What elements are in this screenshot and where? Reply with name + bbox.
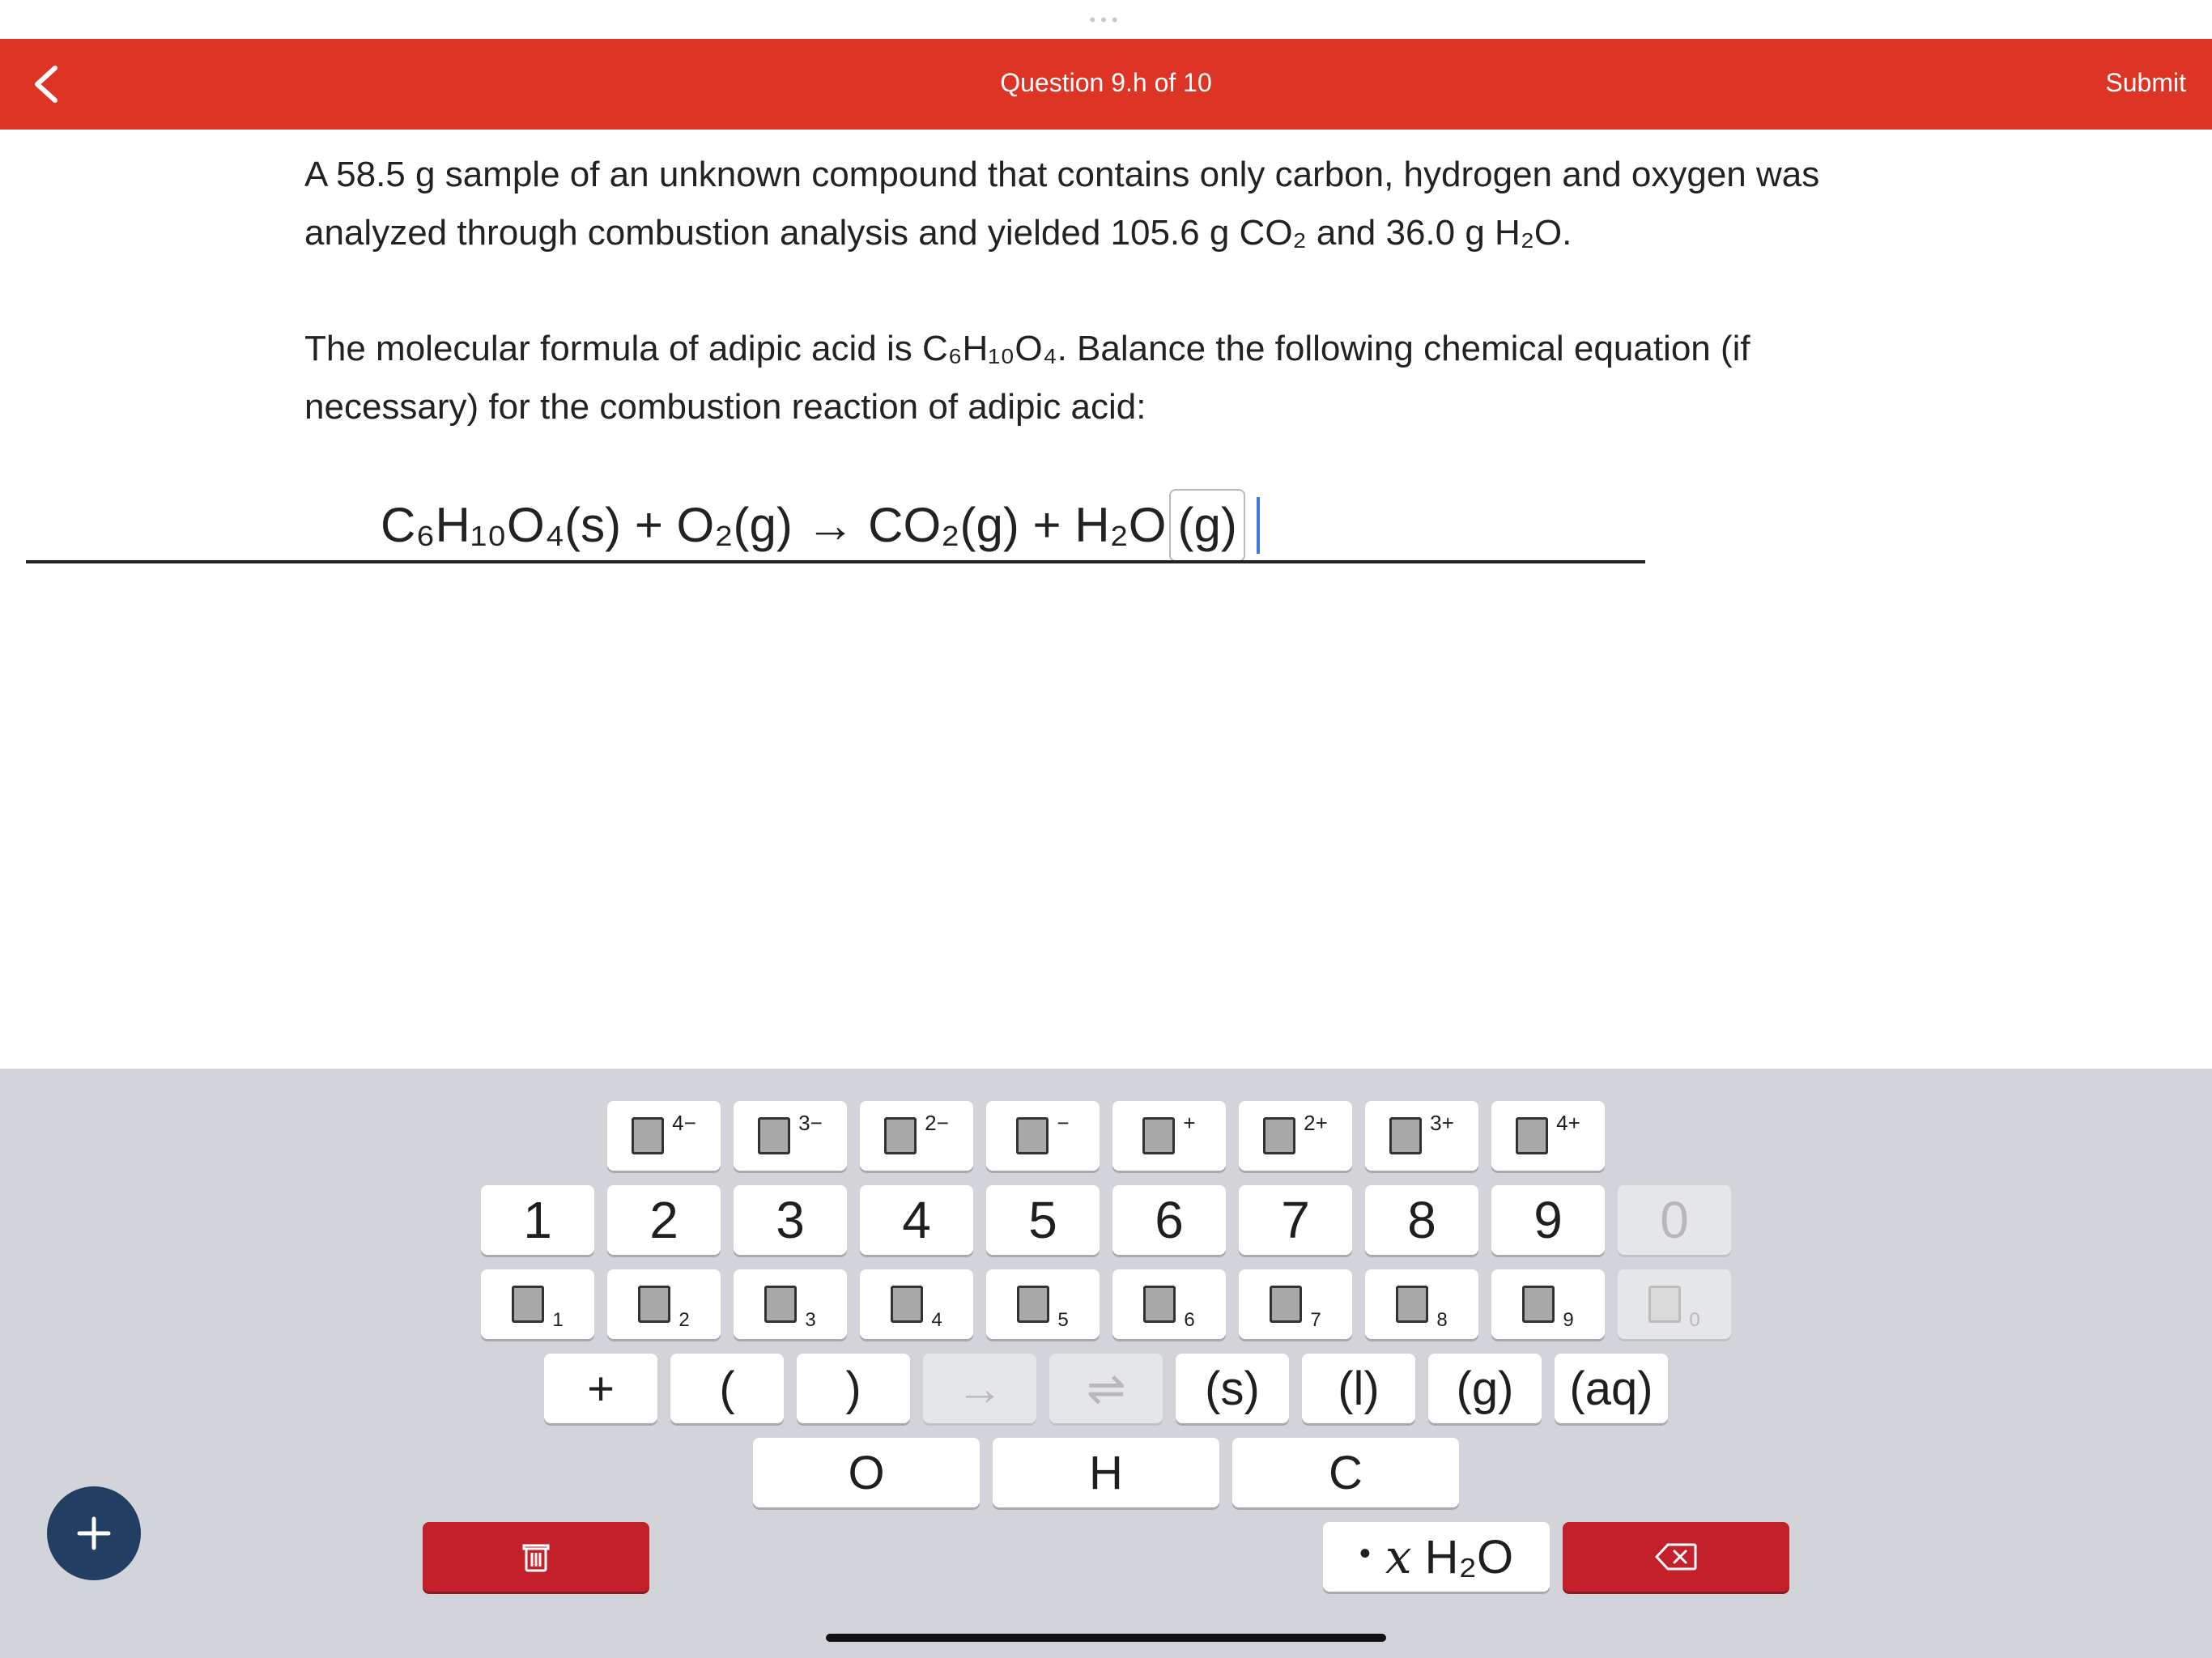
- multitasking-dots-icon[interactable]: •••: [1089, 10, 1123, 30]
- placeholder-square-icon: [758, 1117, 790, 1154]
- key-subscript-9[interactable]: 9: [1491, 1269, 1605, 1339]
- placeholder-square-icon: [512, 1286, 544, 1323]
- key-phase-gas[interactable]: (g): [1428, 1354, 1542, 1423]
- submit-button[interactable]: Submit: [2105, 68, 2186, 97]
- key-phase-solid[interactable]: (s): [1176, 1354, 1289, 1423]
- key-number-4[interactable]: 4: [860, 1185, 973, 1255]
- key-element-oxygen[interactable]: O: [753, 1438, 980, 1507]
- key-number-8[interactable]: 8: [1365, 1185, 1478, 1255]
- key-phase-aqueous[interactable]: (aq): [1555, 1354, 1668, 1423]
- placeholder-square-icon: [1396, 1286, 1428, 1323]
- key-open-paren[interactable]: (: [670, 1354, 784, 1423]
- equation-input[interactable]: [381, 489, 1260, 562]
- key-number-5[interactable]: 5: [986, 1185, 1100, 1255]
- placeholder-square-icon: [764, 1286, 797, 1323]
- clear-all-button[interactable]: [423, 1522, 649, 1592]
- key-number-2[interactable]: 2: [607, 1185, 721, 1255]
- placeholder-square-icon: [1648, 1286, 1681, 1323]
- instruction-line-1: The molecular formula of adipic acid is C₆H₁₀O₄. Balance the following chemical equation (if: [304, 329, 1750, 368]
- add-button[interactable]: [47, 1486, 141, 1580]
- home-indicator[interactable]: [826, 1634, 1386, 1642]
- placeholder-square-icon: [1017, 1286, 1049, 1323]
- product-carbon-dioxide[interactable]: CO₂(g): [868, 498, 1019, 552]
- problem-line-1: A 58.5 g sample of an unknown compound that contains only carbon, hydrogen and oxygen was: [304, 155, 1820, 194]
- key-charge-4-minus[interactable]: 4−: [607, 1101, 721, 1171]
- chemistry-keyboard: [0, 1069, 2212, 1658]
- key-close-paren[interactable]: ): [797, 1354, 910, 1423]
- placeholder-square-icon: [884, 1117, 917, 1154]
- key-reaction-arrow[interactable]: →: [923, 1354, 1036, 1423]
- key-charge-3-minus[interactable]: 3−: [734, 1101, 847, 1171]
- problem-line-2: analyzed through combustion analysis and yielded 105.6 g CO₂ and 36.0 g H₂O.: [304, 213, 1572, 253]
- instruction: [304, 320, 1924, 436]
- key-charge-4-plus[interactable]: 4+: [1491, 1101, 1605, 1171]
- product-water[interactable]: H₂O: [1074, 498, 1167, 552]
- placeholder-square-icon: [1389, 1117, 1422, 1154]
- placeholder-square-icon: [1143, 1286, 1176, 1323]
- text-cursor: [1257, 497, 1260, 554]
- key-subscript-3[interactable]: 3: [734, 1269, 847, 1339]
- placeholder-square-icon: [1016, 1117, 1049, 1154]
- reaction-arrow: →: [806, 498, 855, 552]
- placeholder-square-icon: [1263, 1117, 1295, 1154]
- backspace-button[interactable]: [1563, 1522, 1789, 1592]
- key-subscript-6[interactable]: 6: [1112, 1269, 1226, 1339]
- trash-icon: [521, 1541, 551, 1573]
- question-counter: Question 9.h of 10: [1000, 68, 1212, 97]
- placeholder-square-icon: [632, 1117, 664, 1154]
- key-number-7[interactable]: 7: [1239, 1185, 1352, 1255]
- backspace-icon: [1655, 1542, 1697, 1571]
- reactant-oxygen[interactable]: O₂(g): [676, 498, 793, 552]
- key-subscript-8[interactable]: 8: [1365, 1269, 1478, 1339]
- question-text: [304, 146, 1924, 436]
- key-number-9[interactable]: 9: [1491, 1185, 1605, 1255]
- key-hydrate[interactable]: • x H₂O: [1323, 1522, 1550, 1592]
- plus-sign: +: [634, 498, 663, 552]
- placeholder-square-icon: [1516, 1117, 1548, 1154]
- problem-statement: [304, 146, 1924, 262]
- instruction-line-2: necessary) for the combustion reaction of adipic acid:: [304, 387, 1146, 427]
- placeholder-square-icon: [1522, 1286, 1555, 1323]
- plus-sign: +: [1032, 498, 1061, 552]
- equation-underline: [26, 560, 1645, 563]
- key-subscript-4[interactable]: 4: [860, 1269, 973, 1339]
- key-number-0[interactable]: 0: [1618, 1185, 1731, 1255]
- key-charge-plus[interactable]: +: [1112, 1101, 1226, 1171]
- key-number-3[interactable]: 3: [734, 1185, 847, 1255]
- placeholder-square-icon: [891, 1286, 923, 1323]
- key-subscript-7[interactable]: 7: [1239, 1269, 1352, 1339]
- key-equilibrium-arrow[interactable]: ⇌: [1049, 1354, 1163, 1423]
- key-element-carbon[interactable]: C: [1232, 1438, 1459, 1507]
- key-charge-2-plus[interactable]: 2+: [1239, 1101, 1352, 1171]
- key-phase-liquid[interactable]: (l): [1302, 1354, 1415, 1423]
- key-charge-minus[interactable]: −: [986, 1101, 1100, 1171]
- key-number-6[interactable]: 6: [1112, 1185, 1226, 1255]
- key-element-hydrogen[interactable]: H: [993, 1438, 1219, 1507]
- placeholder-square-icon: [1142, 1117, 1175, 1154]
- placeholder-square-icon: [1270, 1286, 1302, 1323]
- key-subscript-2[interactable]: 2: [607, 1269, 721, 1339]
- top-bar: [0, 39, 2212, 130]
- key-charge-3-plus[interactable]: 3+: [1365, 1101, 1478, 1171]
- key-charge-2-minus[interactable]: 2−: [860, 1101, 973, 1171]
- key-number-1[interactable]: 1: [481, 1185, 594, 1255]
- key-subscript-1[interactable]: 1: [481, 1269, 594, 1339]
- reactant-adipic-acid[interactable]: C₆H₁₀O₄(s): [381, 498, 622, 552]
- plus-icon: [74, 1514, 113, 1553]
- placeholder-square-icon: [638, 1286, 670, 1323]
- key-plus[interactable]: +: [544, 1354, 657, 1423]
- phase-selection-box[interactable]: (g): [1169, 489, 1244, 562]
- key-subscript-0[interactable]: 0: [1618, 1269, 1731, 1339]
- key-subscript-5[interactable]: 5: [986, 1269, 1100, 1339]
